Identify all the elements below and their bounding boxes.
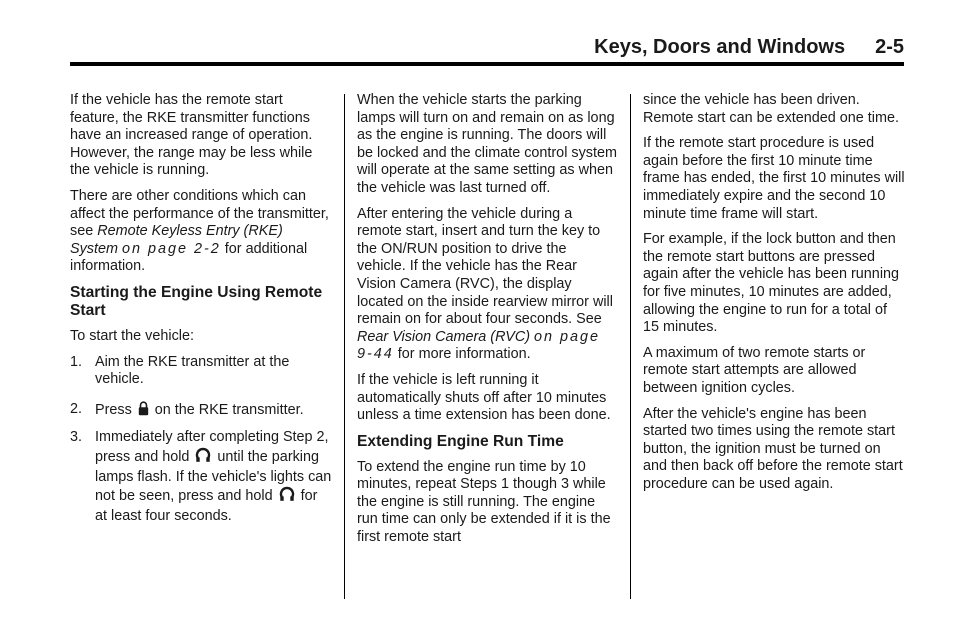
header-title (594, 36, 904, 59)
step-text: Aim the RKE transmitter at the vehicle. (95, 353, 290, 388)
section-title: Keys, Doors and Windows (594, 36, 846, 58)
paragraph: When the vehicle starts the parking lamps will turn on and remain on as long as the engine is running. The doors will be locked and the climate control system will operate at the same setting as when the vehicle was last turned off. (357, 92, 617, 196)
xref-title: Rear Vision Camera (RVC) (357, 328, 531, 345)
header-rule (70, 62, 904, 66)
column-1 (70, 92, 332, 533)
section-heading: Starting the Engine Using Remote Start (70, 283, 323, 319)
column-divider-1 (344, 94, 345, 599)
paragraph: If the vehicle is left running it automatically shuts off after 10 minutes unless a time extension has been done. (357, 371, 611, 424)
lock-icon (138, 401, 149, 422)
step-text: until the parking lamps flash. If the vehicle's lights can not be seen, press and hold (95, 448, 332, 505)
step-number: 1. (70, 353, 83, 370)
steps-list (70, 354, 332, 526)
section-heading: Extending Engine Run Time (357, 432, 564, 450)
xref-title: Remote Keyless Entry (RKE) System (70, 223, 283, 257)
paragraph-text: for additional information. (70, 240, 308, 275)
step-number: 2. (70, 400, 83, 417)
paragraph-text: There are other conditions which can affect the performance of the transmitter, see (70, 187, 329, 240)
paragraph: To start the vehicle: (70, 327, 194, 344)
paragraph (70, 188, 332, 276)
step-number: 3. (70, 429, 83, 446)
paragraph: For example, if the lock button and then the remote start buttons are pressed again after the vehicle has been running for five minutes, 10 minutes are added, allowing the engine to run for a total of 15 minutes. (643, 231, 900, 336)
paragraph: After the vehicle's engine has been started two times using the remote start button, the ignition must be turned on and then back off before the remote start procedure can be used again. (643, 405, 903, 492)
xref-page: on page 9-44 (357, 328, 601, 363)
paragraph (357, 206, 619, 364)
page-number: 2-5 (875, 36, 904, 58)
paragraph-text: After entering the vehicle during a remote start, insert and turn the key to the ON/RUN position to drive the vehicle. If the vehicle has the Rear Vision Camera (RVC), the display located on the inside rearview mirror will remain on for about four seconds. See (357, 205, 613, 328)
paragraph: To extend the engine run time by 10 minutes, repeat Steps 1 though 3 while the engine is still running. The engine run time can only be extended if it is the first remote start (357, 458, 611, 546)
step-text: Press (95, 401, 132, 418)
paragraph: A maximum of two remote starts or remote start attempts are allowed between ignition cycles. (643, 344, 866, 396)
step-text: Immediately after completing Step 2, press and hold (95, 429, 329, 465)
xref-page: on page 2-2 (121, 240, 221, 257)
step-text: for at least four seconds. (95, 488, 318, 524)
list-item (70, 354, 332, 389)
column-3 (643, 92, 905, 501)
column-divider-2 (630, 94, 631, 599)
remote-start-icon (279, 486, 295, 508)
paragraph-text: for more information. (393, 346, 531, 363)
remote-start-icon (195, 447, 211, 469)
step-text: on the RKE transmitter. (154, 401, 304, 418)
list-item (70, 401, 332, 422)
paragraph: If the remote start procedure is used again before the first 10 minute time frame has ended, the first 10 minutes will immediately expire and the second 10 minute time frame will start. (643, 135, 905, 222)
paragraph: since the vehicle has been driven. Remote start can be extended one time. (643, 92, 899, 126)
list-item (70, 429, 332, 525)
paragraph: If the vehicle has the remote start feature, the RKE transmitter functions have an increased range of operation. However, the range may be less while the vehicle is running. (70, 92, 313, 179)
column-2 (357, 92, 619, 555)
